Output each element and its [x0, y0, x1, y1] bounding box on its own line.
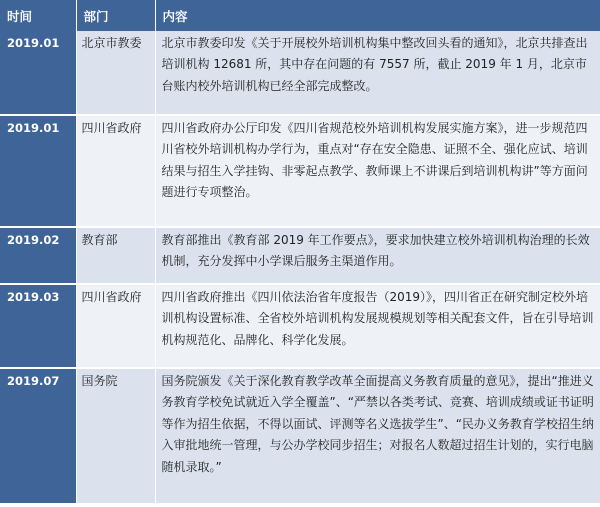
row-date: 2019.01: [0, 115, 76, 227]
header-time: 时间: [0, 0, 76, 31]
row-date: 2019.02: [0, 227, 76, 284]
row-department: 北京市教委: [76, 31, 155, 115]
table-row: [0, 31, 600, 115]
table-row: [0, 227, 600, 284]
row-content: 教育部推出《教育部 2019 年工作要点》，要求加快建立校外培训机构治理的长效机制，充分发挥中小学课后服务主渠道作用。: [155, 227, 600, 284]
row-content: 国务院颁发《关于深化教育教学改革全面提高义务教育质量的意见》，提出“推进义务教育学校免试就近入学全覆盖”、“严禁以各类考试、竞赛、培训成绩或证书证明等作为招生依据，不得以面试、评测等名义选拔学生”、“民办义务教育学校招生纳入审批地统一管理，与公办学校同步招生；对报名人数超过招生计划的，实行电脑随机录取。”: [155, 368, 600, 504]
row-date: 2019.03: [0, 284, 76, 368]
row-department: 四川省政府: [76, 284, 155, 368]
header-department: 部门: [76, 0, 155, 31]
header-content: 内容: [155, 0, 600, 31]
row-date: 2019.07: [0, 368, 76, 504]
row-department: 国务院: [76, 368, 155, 504]
table-row: [0, 115, 600, 227]
row-content: 四川省政府推出《四川依法治省年度报告（2019）》，四川省正在研究制定校外培训机构设置标准、全省校外培训机构发展规模规划等相关配套文件，旨在引导培训机构规范化、品牌化、科学化发展。: [155, 284, 600, 368]
row-date: 2019.01: [0, 31, 76, 115]
row-content: 北京市教委印发《关于开展校外培训机构集中整改回头看的通知》，北京共排查出培训机构 12681 所，其中存在问题的有 7557 所，截止 2019 年 1 月，北京市台账内校外培训机构已经全部完成整改。: [155, 31, 600, 115]
row-content: 四川省政府办公厅印发《四川省规范校外培训机构发展实施方案》，进一步规范四川省校外培训机构办学行为，重点对“存在安全隐患、证照不全、强化应试、培训结果与招生入学挂钩、非零起点教学、教师课上不讲课后到培训机构讲”等方面问题进行专项整治。: [155, 115, 600, 227]
table-header-row: [0, 0, 600, 31]
table-row: [0, 368, 600, 504]
row-department: 四川省政府: [76, 115, 155, 227]
table-row: [0, 284, 600, 368]
row-department: 教育部: [76, 227, 155, 284]
